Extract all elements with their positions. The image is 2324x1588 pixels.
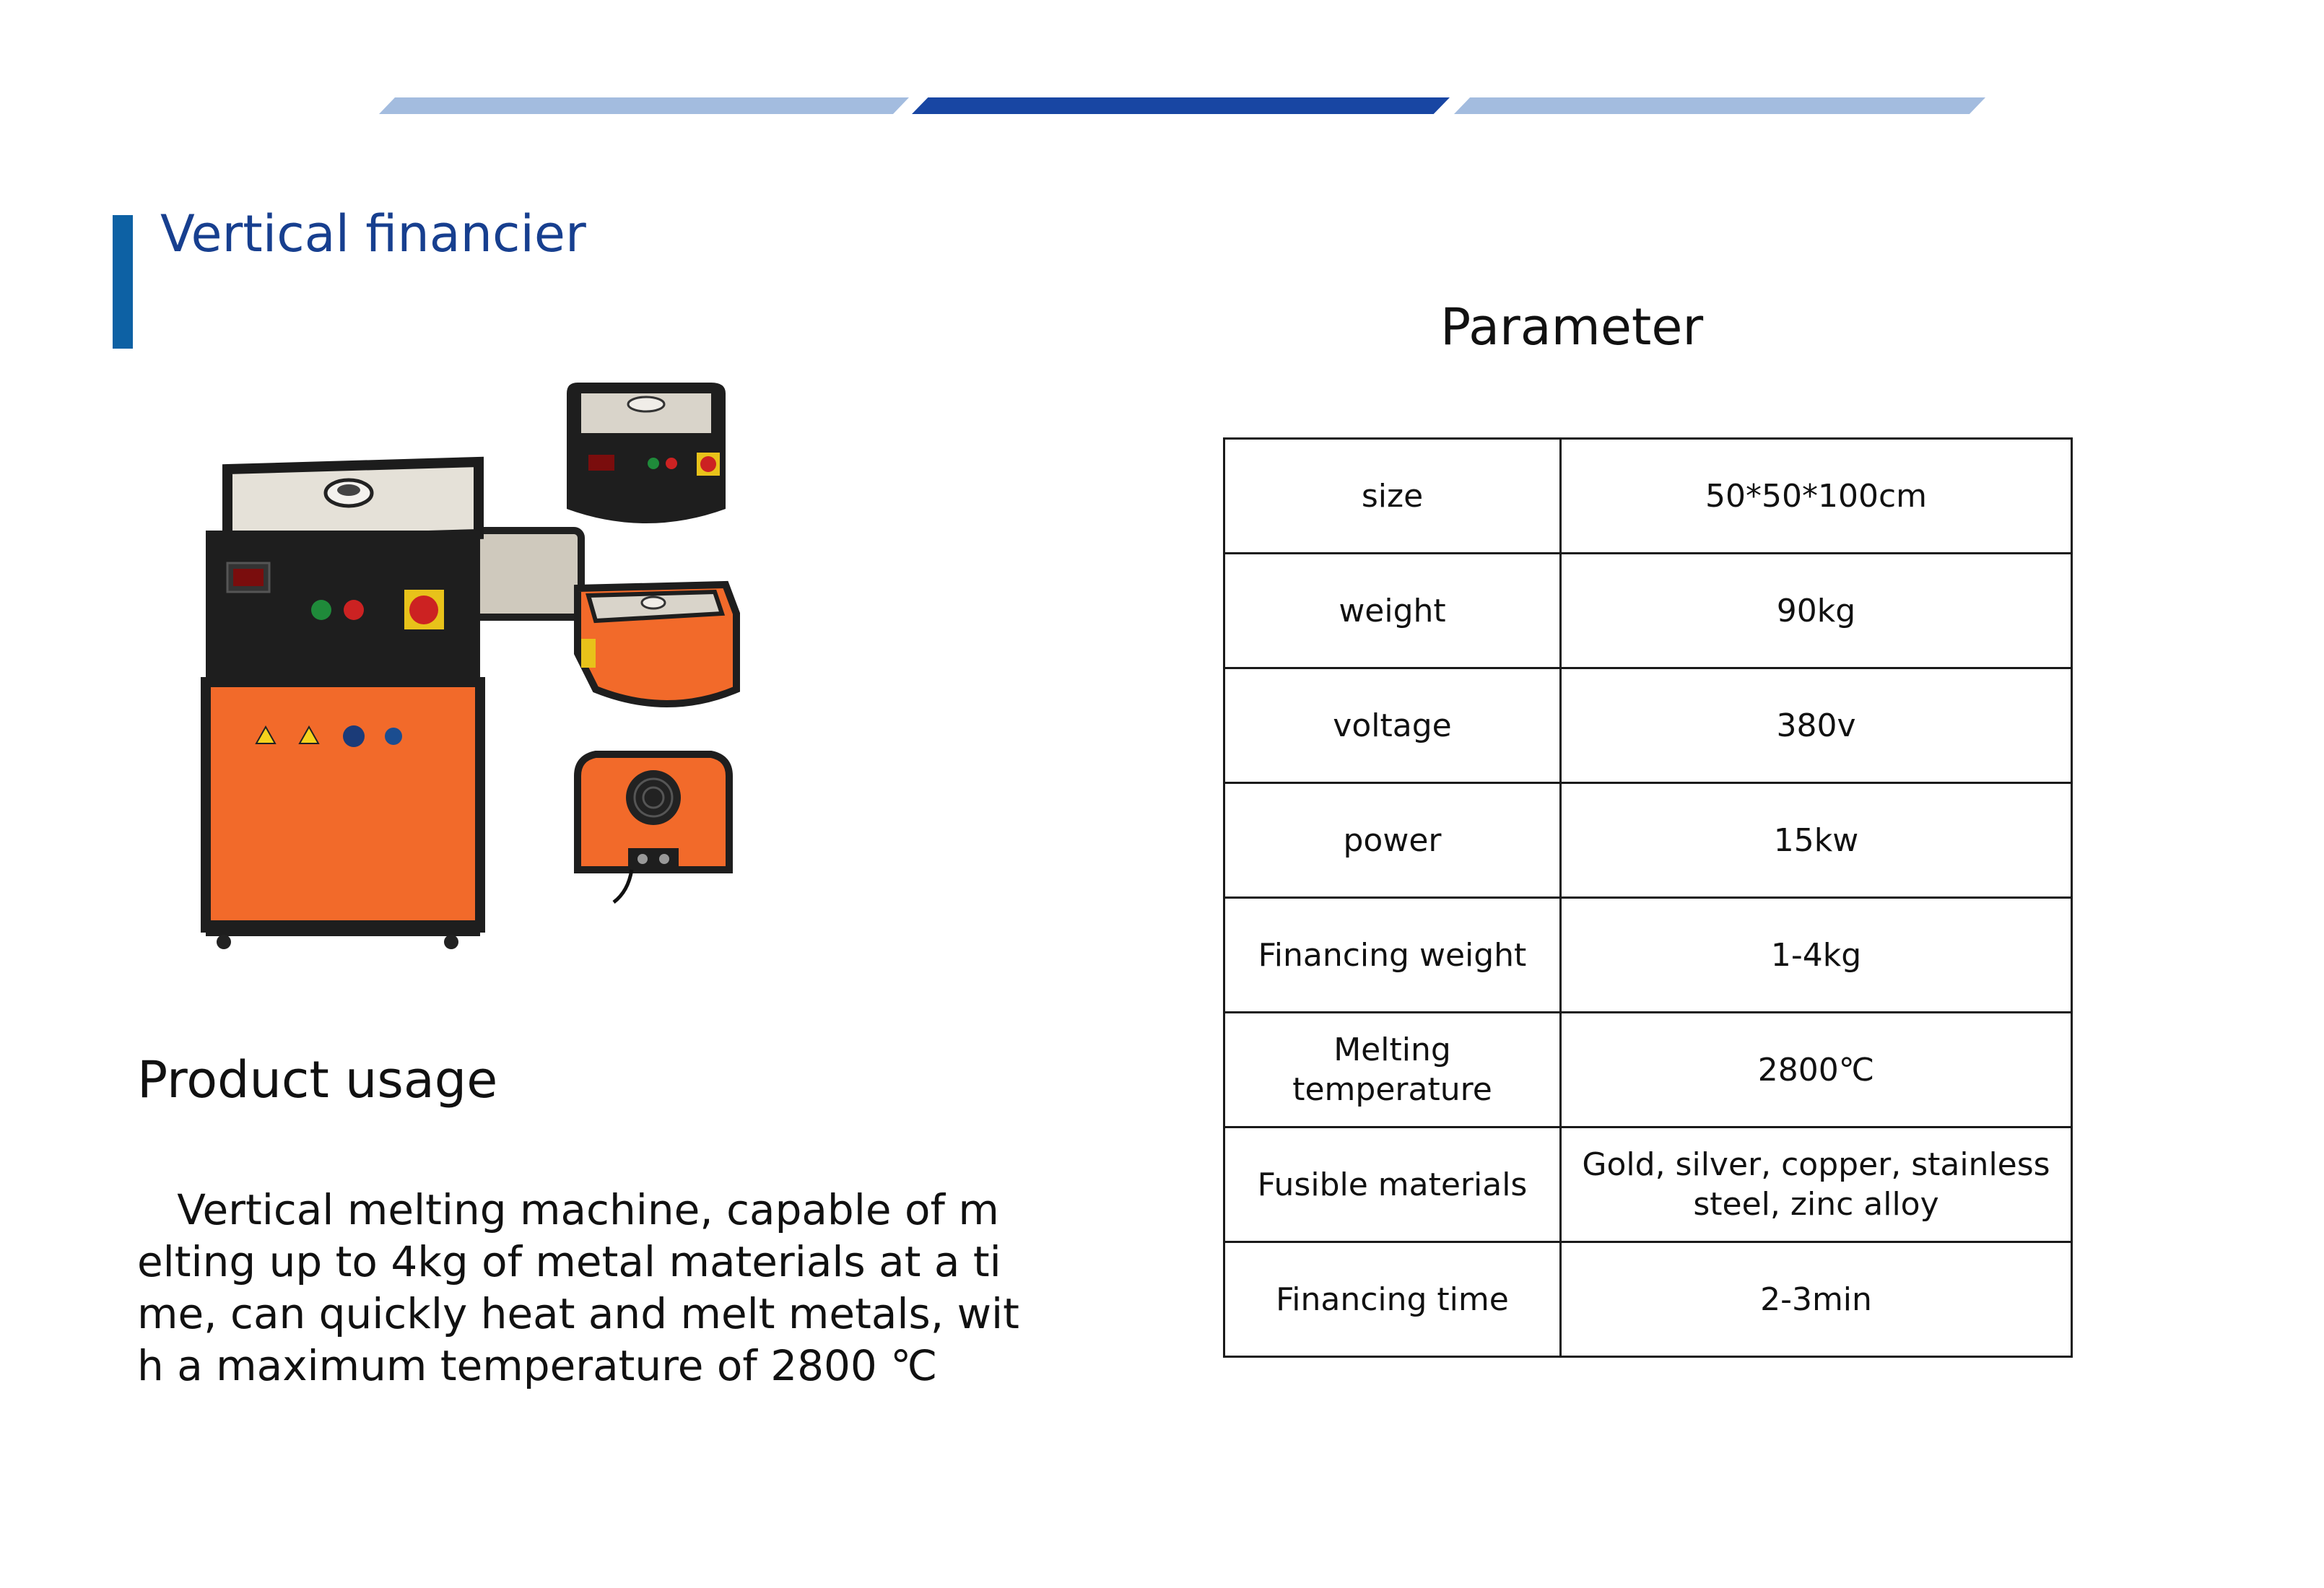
param-label-financing-time: Financing time bbox=[1224, 1242, 1561, 1357]
param-value-melting-temperature: 2800℃ bbox=[1561, 1013, 2072, 1127]
usage-line: elting up to 4kg of metal materials at a ti bbox=[137, 1237, 1001, 1286]
header-stripe-right bbox=[1454, 97, 1985, 114]
param-value-fusible-materials: Gold, silver, copper, stainless steel, zinc alloy bbox=[1561, 1127, 2072, 1242]
param-value-power: 15kw bbox=[1561, 783, 2072, 898]
param-label-financing-weight: Financing weight bbox=[1224, 898, 1561, 1013]
param-value-financing-weight: 1-4kg bbox=[1561, 898, 2072, 1013]
usage-title: Product usage bbox=[137, 1050, 498, 1109]
title-accent-bar bbox=[113, 215, 133, 349]
table-row bbox=[1224, 783, 2072, 898]
table-row bbox=[1224, 668, 2072, 783]
param-value-size: 50*50*100cm bbox=[1561, 439, 2072, 554]
table-row bbox=[1224, 554, 2072, 668]
parameter-title: Parameter bbox=[1440, 297, 1704, 357]
side-view-image bbox=[578, 585, 736, 704]
table-row bbox=[1224, 1013, 2072, 1127]
table-row bbox=[1224, 898, 2072, 1013]
param-label-fusible-materials: Fusible materials bbox=[1224, 1127, 1561, 1242]
param-label-weight: weight bbox=[1224, 554, 1561, 668]
param-label-power: power bbox=[1224, 783, 1561, 898]
usage-line: Vertical melting machine, capable of m bbox=[137, 1185, 999, 1234]
table-row bbox=[1224, 1127, 2072, 1242]
top-view-image bbox=[567, 383, 726, 523]
parameter-table bbox=[1223, 437, 2073, 1358]
usage-line: me, can quickly heat and melt metals, wit bbox=[137, 1289, 1019, 1338]
header-stripe-center bbox=[912, 97, 1450, 114]
product-images bbox=[134, 365, 809, 996]
usage-line: h a maximum temperature of 2800 ℃ bbox=[137, 1341, 938, 1390]
usage-description bbox=[137, 1184, 1019, 1392]
back-view-image bbox=[578, 754, 729, 902]
param-value-voltage: 380v bbox=[1561, 668, 2072, 783]
header-stripe-left bbox=[379, 97, 909, 114]
param-value-weight: 90kg bbox=[1561, 554, 2072, 668]
main-machine-image bbox=[206, 462, 581, 949]
param-label-size: size bbox=[1224, 439, 1561, 554]
param-label-voltage: voltage bbox=[1224, 668, 1561, 783]
param-value-financing-time: 2-3min bbox=[1561, 1242, 2072, 1357]
param-label-melting-temperature: Melting temperature bbox=[1224, 1013, 1561, 1127]
table-row bbox=[1224, 439, 2072, 554]
page-title: Vertical financier bbox=[160, 204, 586, 263]
table-row bbox=[1224, 1242, 2072, 1357]
